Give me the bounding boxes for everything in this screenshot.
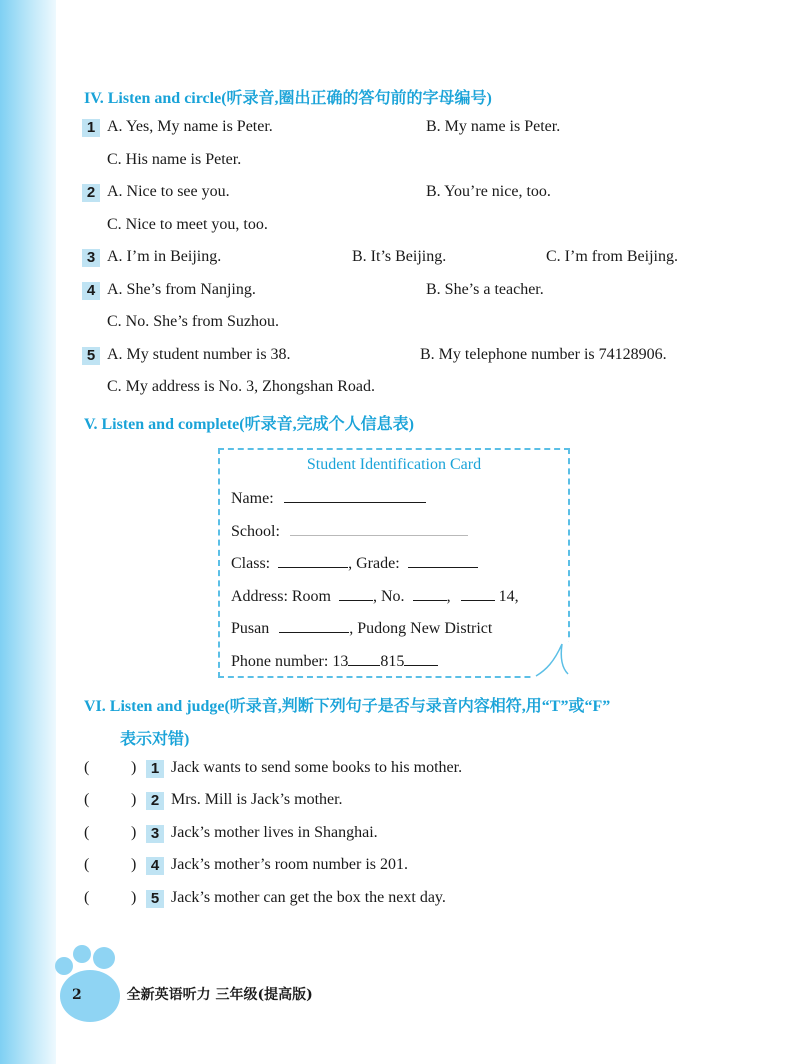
- phone-middle: 815: [380, 653, 405, 670]
- address-line: [231, 586, 519, 606]
- option-b: B. My name is Peter.: [426, 118, 561, 135]
- street-blank[interactable]: [461, 586, 495, 601]
- card-title: Student Identification Card: [306, 456, 482, 473]
- question-number-badge: 5: [82, 347, 100, 365]
- option-c: C. Nice to meet you, too.: [107, 216, 268, 233]
- pusan-blank[interactable]: [279, 618, 349, 633]
- answer-paren-close: ): [131, 791, 137, 808]
- item-number-badge: 1: [146, 760, 164, 778]
- school-line: [231, 521, 468, 541]
- no-label: , No.: [373, 588, 405, 605]
- option-b: B. My telephone number is 74128906.: [420, 346, 667, 363]
- answer-paren-open: (: [84, 824, 90, 841]
- answer-paren-close: ): [131, 856, 137, 873]
- name-line: [231, 488, 426, 508]
- option-a: A. My student number is 38.: [107, 346, 291, 363]
- answer-paren-open: (: [84, 759, 90, 776]
- class-label: Class:: [231, 555, 271, 572]
- phone-line: [231, 651, 438, 671]
- option-b: B. She’s a teacher.: [426, 281, 544, 298]
- address-label: Address: Room: [231, 588, 331, 605]
- name-label: Name:: [231, 490, 274, 507]
- pusan-line: [231, 618, 492, 638]
- section-6-title: VI. Listen and judge(听录音,判断下列句子是否与录音内容相符,用“T”或“F”: [84, 698, 611, 715]
- option-a: A. Yes, My name is Peter.: [107, 118, 273, 135]
- option-c: C. I’m from Beijing.: [546, 248, 678, 265]
- section-6-title-continued: 表示对错): [120, 731, 190, 748]
- district-label: , Pudong New District: [349, 620, 493, 637]
- item-number-badge: 2: [146, 792, 164, 810]
- item-text: Jack’s mother can get the box the next day.: [171, 889, 446, 906]
- grade-label: , Grade:: [348, 555, 400, 572]
- name-blank[interactable]: [284, 488, 426, 503]
- answer-paren-open: (: [84, 856, 90, 873]
- page-curl-icon: [532, 640, 570, 678]
- comma: ,: [446, 588, 451, 605]
- question-1: [0, 118, 790, 140]
- item-number-badge: 3: [146, 825, 164, 843]
- item-number-badge: 5: [146, 890, 164, 908]
- option-a: A. I’m in Beijing.: [107, 248, 222, 265]
- answer-paren-close: ): [131, 824, 137, 841]
- question-number-badge: 1: [82, 119, 100, 137]
- phone-blank-1[interactable]: [348, 651, 380, 666]
- question-number-badge: 3: [82, 249, 100, 267]
- option-c: C. No. She’s from Suzhou.: [107, 313, 279, 330]
- option-b: B. It’s Beijing.: [352, 248, 447, 265]
- answer-paren-open: (: [84, 889, 90, 906]
- phone-blank-2[interactable]: [404, 651, 438, 666]
- class-grade-line: [231, 553, 478, 573]
- option-a: A. She’s from Nanjing.: [107, 281, 256, 298]
- item-text: Jack’s mother’s room number is 201.: [171, 856, 409, 873]
- page-footer: [72, 984, 313, 1004]
- question-4: [0, 281, 790, 303]
- item-text: Jack wants to send some books to his mother.: [171, 759, 463, 776]
- phone-label: Phone number: 13: [231, 653, 349, 670]
- item-text: Mrs. Mill is Jack’s mother.: [171, 791, 343, 808]
- grade-blank[interactable]: [408, 553, 478, 568]
- question-2: [0, 183, 790, 205]
- address-number: 14,: [498, 588, 519, 605]
- question-number-badge: 4: [82, 282, 100, 300]
- option-c: C. His name is Peter.: [107, 151, 242, 168]
- class-blank[interactable]: [278, 553, 348, 568]
- item-text: Jack’s mother lives in Shanghai.: [171, 824, 378, 841]
- school-blank[interactable]: [290, 521, 468, 536]
- question-number-badge: 2: [82, 184, 100, 202]
- section-4-title: IV. Listen and circle(听录音,圈出正确的答句前的字母编号): [84, 90, 492, 107]
- pusan-label: Pusan: [231, 620, 270, 637]
- question-5: [0, 346, 790, 368]
- left-decorative-band: [0, 0, 56, 1064]
- section-5-title: V. Listen and complete(听录音,完成个人信息表): [84, 416, 414, 433]
- option-b: B. You’re nice, too.: [426, 183, 551, 200]
- answer-paren-open: (: [84, 791, 90, 808]
- question-3: [0, 248, 790, 270]
- page-number: 2: [72, 987, 82, 1003]
- item-number-badge: 4: [146, 857, 164, 875]
- book-title: 全新英语听力 三年级(提高版): [126, 987, 313, 1003]
- school-label: School:: [231, 523, 280, 540]
- no-blank[interactable]: [413, 586, 447, 601]
- option-c: C. My address is No. 3, Zhongshan Road.: [107, 378, 375, 395]
- room-blank[interactable]: [339, 586, 373, 601]
- answer-paren-close: ): [131, 759, 137, 776]
- student-id-card: [218, 448, 570, 678]
- answer-paren-close: ): [131, 889, 137, 906]
- option-a: A. Nice to see you.: [107, 183, 230, 200]
